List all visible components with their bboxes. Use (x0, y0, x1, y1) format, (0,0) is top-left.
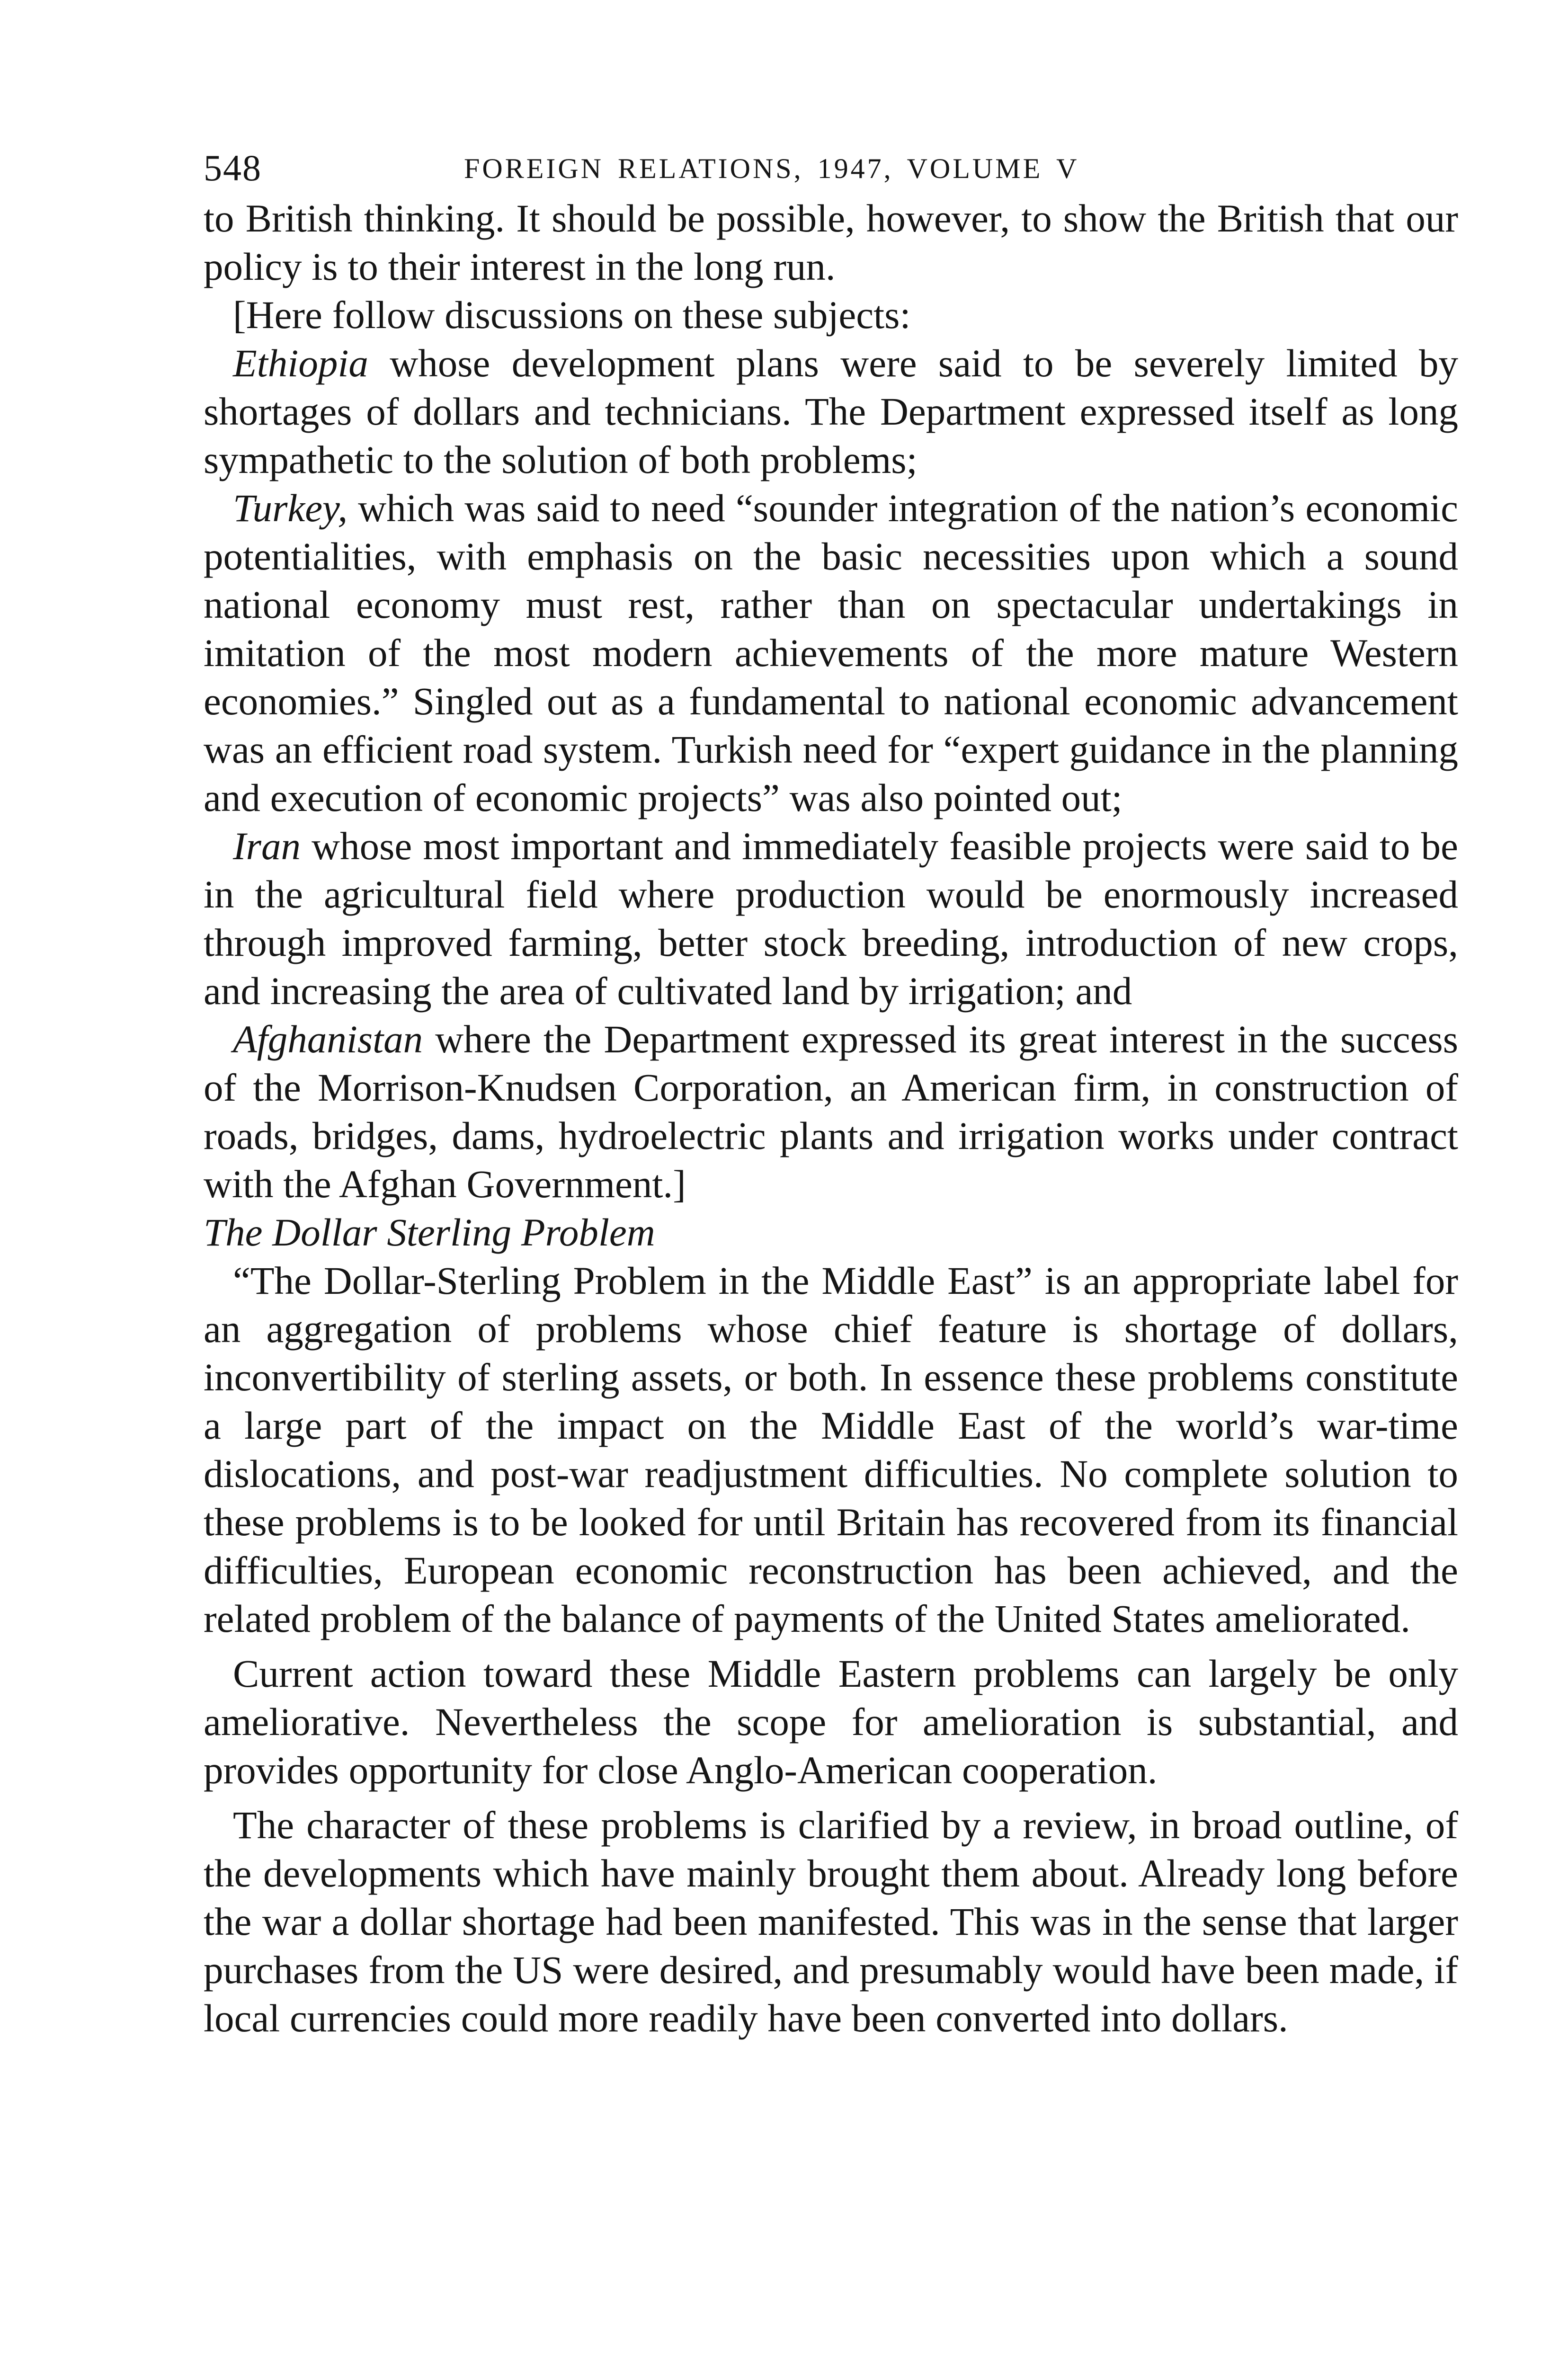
body-paragraph: “The Dollar-Sterling Problem in the Middle East” is an appropriate label for an aggregation of problems whose chief feature is shortage of dollars, inconvertibility of sterling assets, or both. In essence these problems constitute a large part of the impact on the Middle East of the world’s war-time dislocations, and post-war readjustment difficulties. No complete solution to these problems is to be looked for until Britain has recovered from its financial difficulties, European economic reconstruction has been achieved, and the related problem of the balance of payments of the United States ameliorated. (204, 1259, 1458, 1640)
subject-paragraph-turkey (204, 484, 1458, 822)
subject-name: Afghanistan (233, 1017, 423, 1061)
body-paragraph: The character of these problems is clarified by a review, in broad outline, of the developments which have mainly brought them about. Already long before the war a dollar shortage had been manifested. This was in the sense that larger purchases from the US were desired, and presumably would have been made, if local currencies could more readily have been converted into dollars. (204, 1803, 1458, 2040)
subject-name: Iran (233, 824, 301, 868)
subject-paragraph-iran (204, 822, 1458, 1015)
editorial-note-open: [Here follow discussions on these subjects: (233, 293, 911, 337)
document-page (204, 142, 1458, 2367)
section-heading: The Dollar Sterling Problem (204, 1210, 655, 1254)
subject-text: which was said to need “sounder integration of the nation’s economic potentialities, with emphasis on the basic necessities upon which a sound national economy must rest, rather than on spectacular undertakings in imitation of the most modern achievements of the more mature Western economies.” Singled out as a fundamental to national economic advancement was an efficient road system. Turkish need for “expert guidance in the planning and execution of economic projects” was also pointed out; (204, 486, 1458, 819)
page-number: 548 (204, 147, 262, 188)
subject-text: whose most important and immediately feasible projects were said to be in the agricultural field where production would be enormously increased through improved farming, better stock breeding, introduction of new crops, and increasing the area of cultivated land by irrigation; and (204, 824, 1458, 1013)
subject-paragraph-afghanistan (204, 1015, 1458, 1208)
body-text (204, 194, 1458, 2042)
body-paragraph: Current action toward these Middle Eastern problems can largely be only ameliorative. Nevertheless the scope for amelioration is substantial, and provides opportunity for close Anglo-American cooperation. (204, 1652, 1458, 1792)
intro-paragraph: to British thinking. It should be possible, however, to show the British that our policy is to their interest in the long run. (204, 196, 1458, 288)
running-head (204, 142, 1458, 194)
subject-paragraph-ethiopia (204, 339, 1458, 484)
subject-name: Turkey, (233, 486, 348, 530)
running-title: FOREIGN RELATIONS, 1947, VOLUME V (464, 153, 1079, 184)
subject-text: whose development plans were said to be severely limited by shortages of dollars and technicians. The Department expressed itself as long sympathetic to the solution of both problems; (204, 341, 1458, 481)
subject-name: Ethiopia (233, 341, 368, 385)
subject-text: where the Department expressed its great interest in the success of the Morrison-Knudsen Corporation, an American firm, in construction of roads, bridges, dams, hydroelectric plants and irrigation works under contract with the Afghan Government.] (204, 1017, 1458, 1206)
